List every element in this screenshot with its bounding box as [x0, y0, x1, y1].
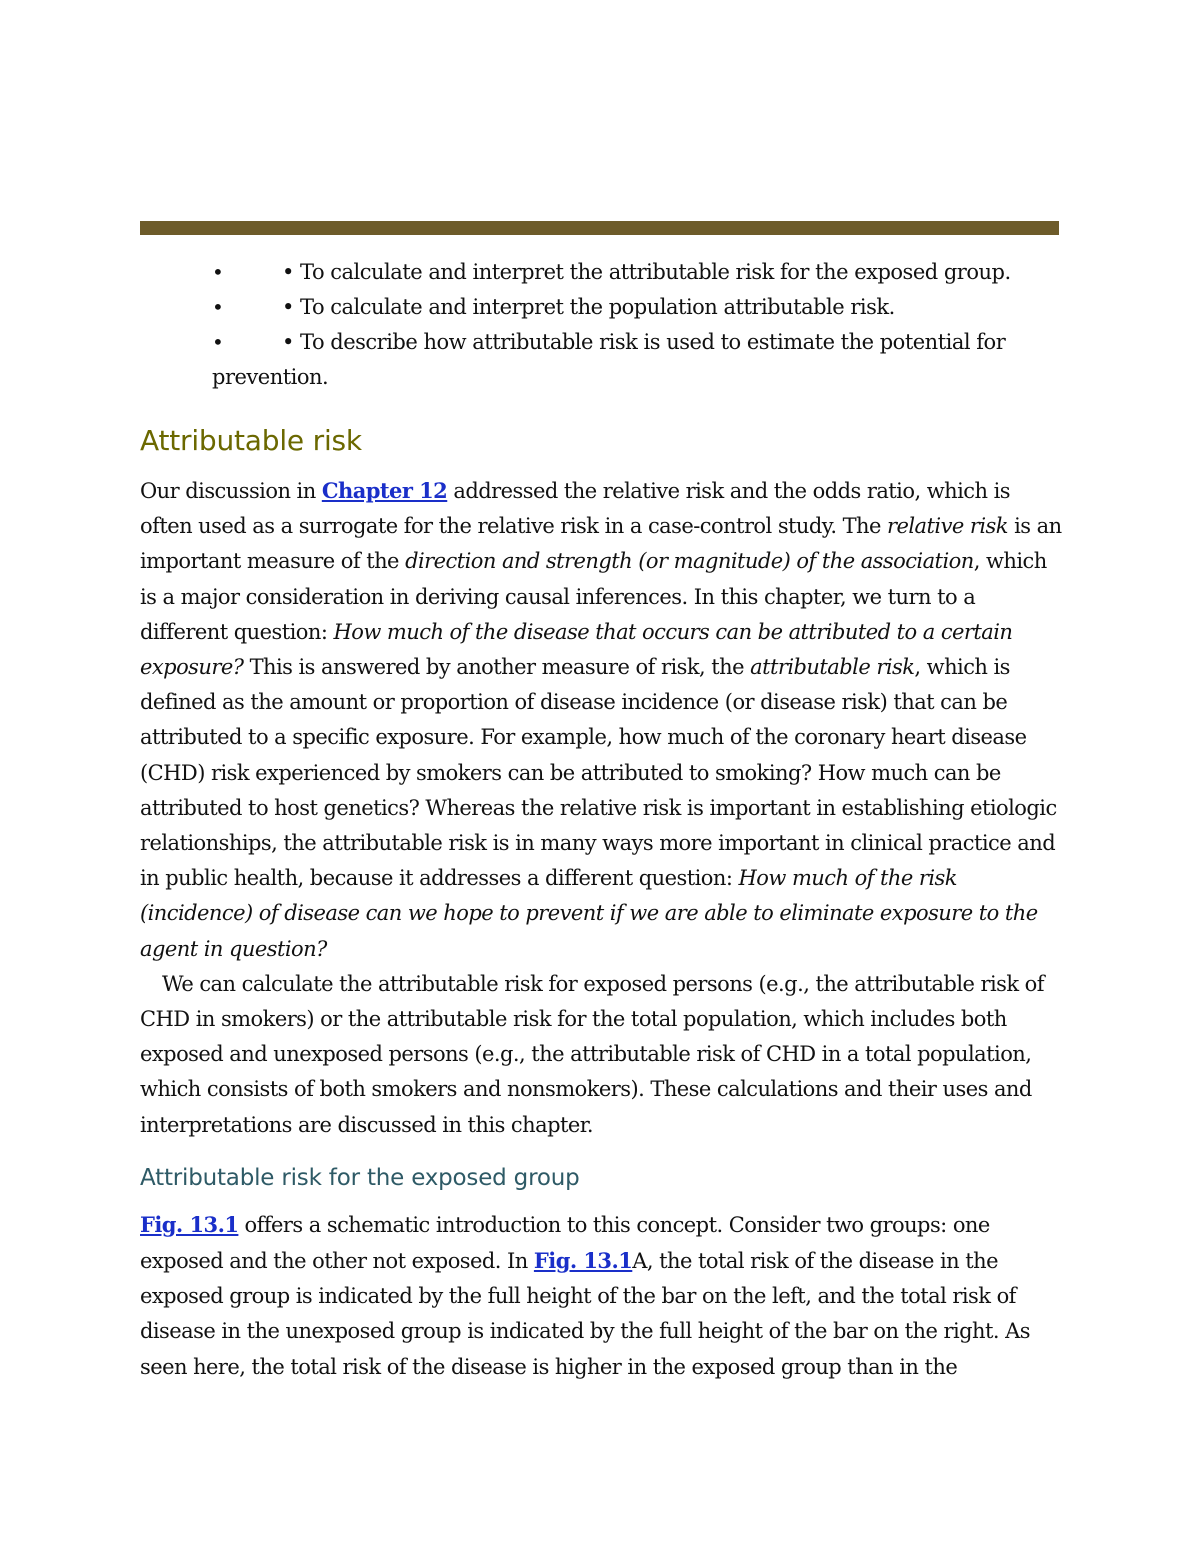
- bullet-icon: •: [212, 295, 224, 319]
- section-paragraph-1: [140, 473, 1062, 967]
- bullet-icon: •: [212, 330, 224, 354]
- header-rule: [140, 221, 1059, 235]
- list-item: [212, 325, 1060, 395]
- emphasis-text: attributable risk: [750, 655, 915, 680]
- fig-13-1-link[interactable]: Fig. 13.1: [533, 1248, 633, 1274]
- document-page: [140, 221, 1060, 1385]
- subsection-paragraph-1: [140, 1207, 1062, 1385]
- fig-13-1-link[interactable]: Fig. 13.1: [140, 1211, 239, 1237]
- text-run: , which is a major consideration in deriving causal inferences. In this chapter, we turn to a different question:: [140, 549, 1047, 644]
- emphasis-text: direction and strength (or magnitude) of the association: [405, 549, 974, 574]
- objective-text: • To calculate and interpret the attributable risk for the exposed group.: [282, 260, 1011, 284]
- text-run: Our discussion in: [140, 479, 322, 503]
- section-heading: Attributable risk: [140, 424, 362, 457]
- text-run: This is answered by another measure of risk, the: [243, 655, 751, 680]
- text-run: addressed the relative risk and the odds ratio, which is often used as a surrogate for the relative risk in a case-control study. The: [140, 479, 1010, 539]
- objective-text: • To describe how attributable risk is used to estimate the potential for prevention.: [212, 330, 1006, 389]
- subsection-heading: Attributable risk for the exposed group: [140, 1164, 580, 1191]
- text-run: is an important measure of the: [140, 514, 1062, 574]
- text-run: , which is defined as the amount or proportion of disease incidence (or disease risk) that can be attributed to a specific exposure. For example, how much of the coronary heart disease (CHD) risk experienced by smokers can be attributed to smoking? How much can be attributed to host genetics? Whereas the relative risk is important in establishing etiologic relationships, the attributable risk is in many ways more important in clinical practice and in public health, because it addresses a different question:: [140, 655, 1057, 891]
- list-item: [212, 290, 1060, 325]
- emphasis-text: How much of the risk (incidence) of disease can we hope to prevent if we are able to eliminate exposure to the agent in question?: [140, 866, 1038, 961]
- emphasis-text: How much of the disease that occurs can be attributed to a certain exposure?: [140, 619, 1013, 680]
- objective-text: • To calculate and interpret the population attributable risk.: [282, 295, 895, 319]
- section-paragraph-2: We can calculate the attributable risk for exposed persons (e.g., the attributable risk of CHD in smokers) or the attributable risk for the total population, which includes both exposed and unexposed persons (e.g., the attributable risk of CHD in a total population, which consists of both smokers and nonsmokers). These calculations and their uses and interpretations are discussed in this chapter.: [140, 971, 1044, 1137]
- chapter-12-link[interactable]: Chapter 12: [321, 478, 448, 503]
- bullet-icon: •: [212, 260, 224, 284]
- text-run: A, the total risk of the disease in the exposed group is indicated by the full height of the bar on the left, and the total risk of disease in the unexposed group is indicated by the full height of the bar on the right. As seen here, the total risk of the disease is higher in the exposed group than in the: [140, 1249, 1030, 1379]
- list-item: [212, 255, 1060, 290]
- text-run: offers a schematic introduction to this concept. Consider two groups: one exposed and the other not exposed. In: [140, 1212, 990, 1274]
- objectives-list: [140, 255, 1060, 395]
- emphasis-text: relative risk: [887, 514, 1008, 539]
